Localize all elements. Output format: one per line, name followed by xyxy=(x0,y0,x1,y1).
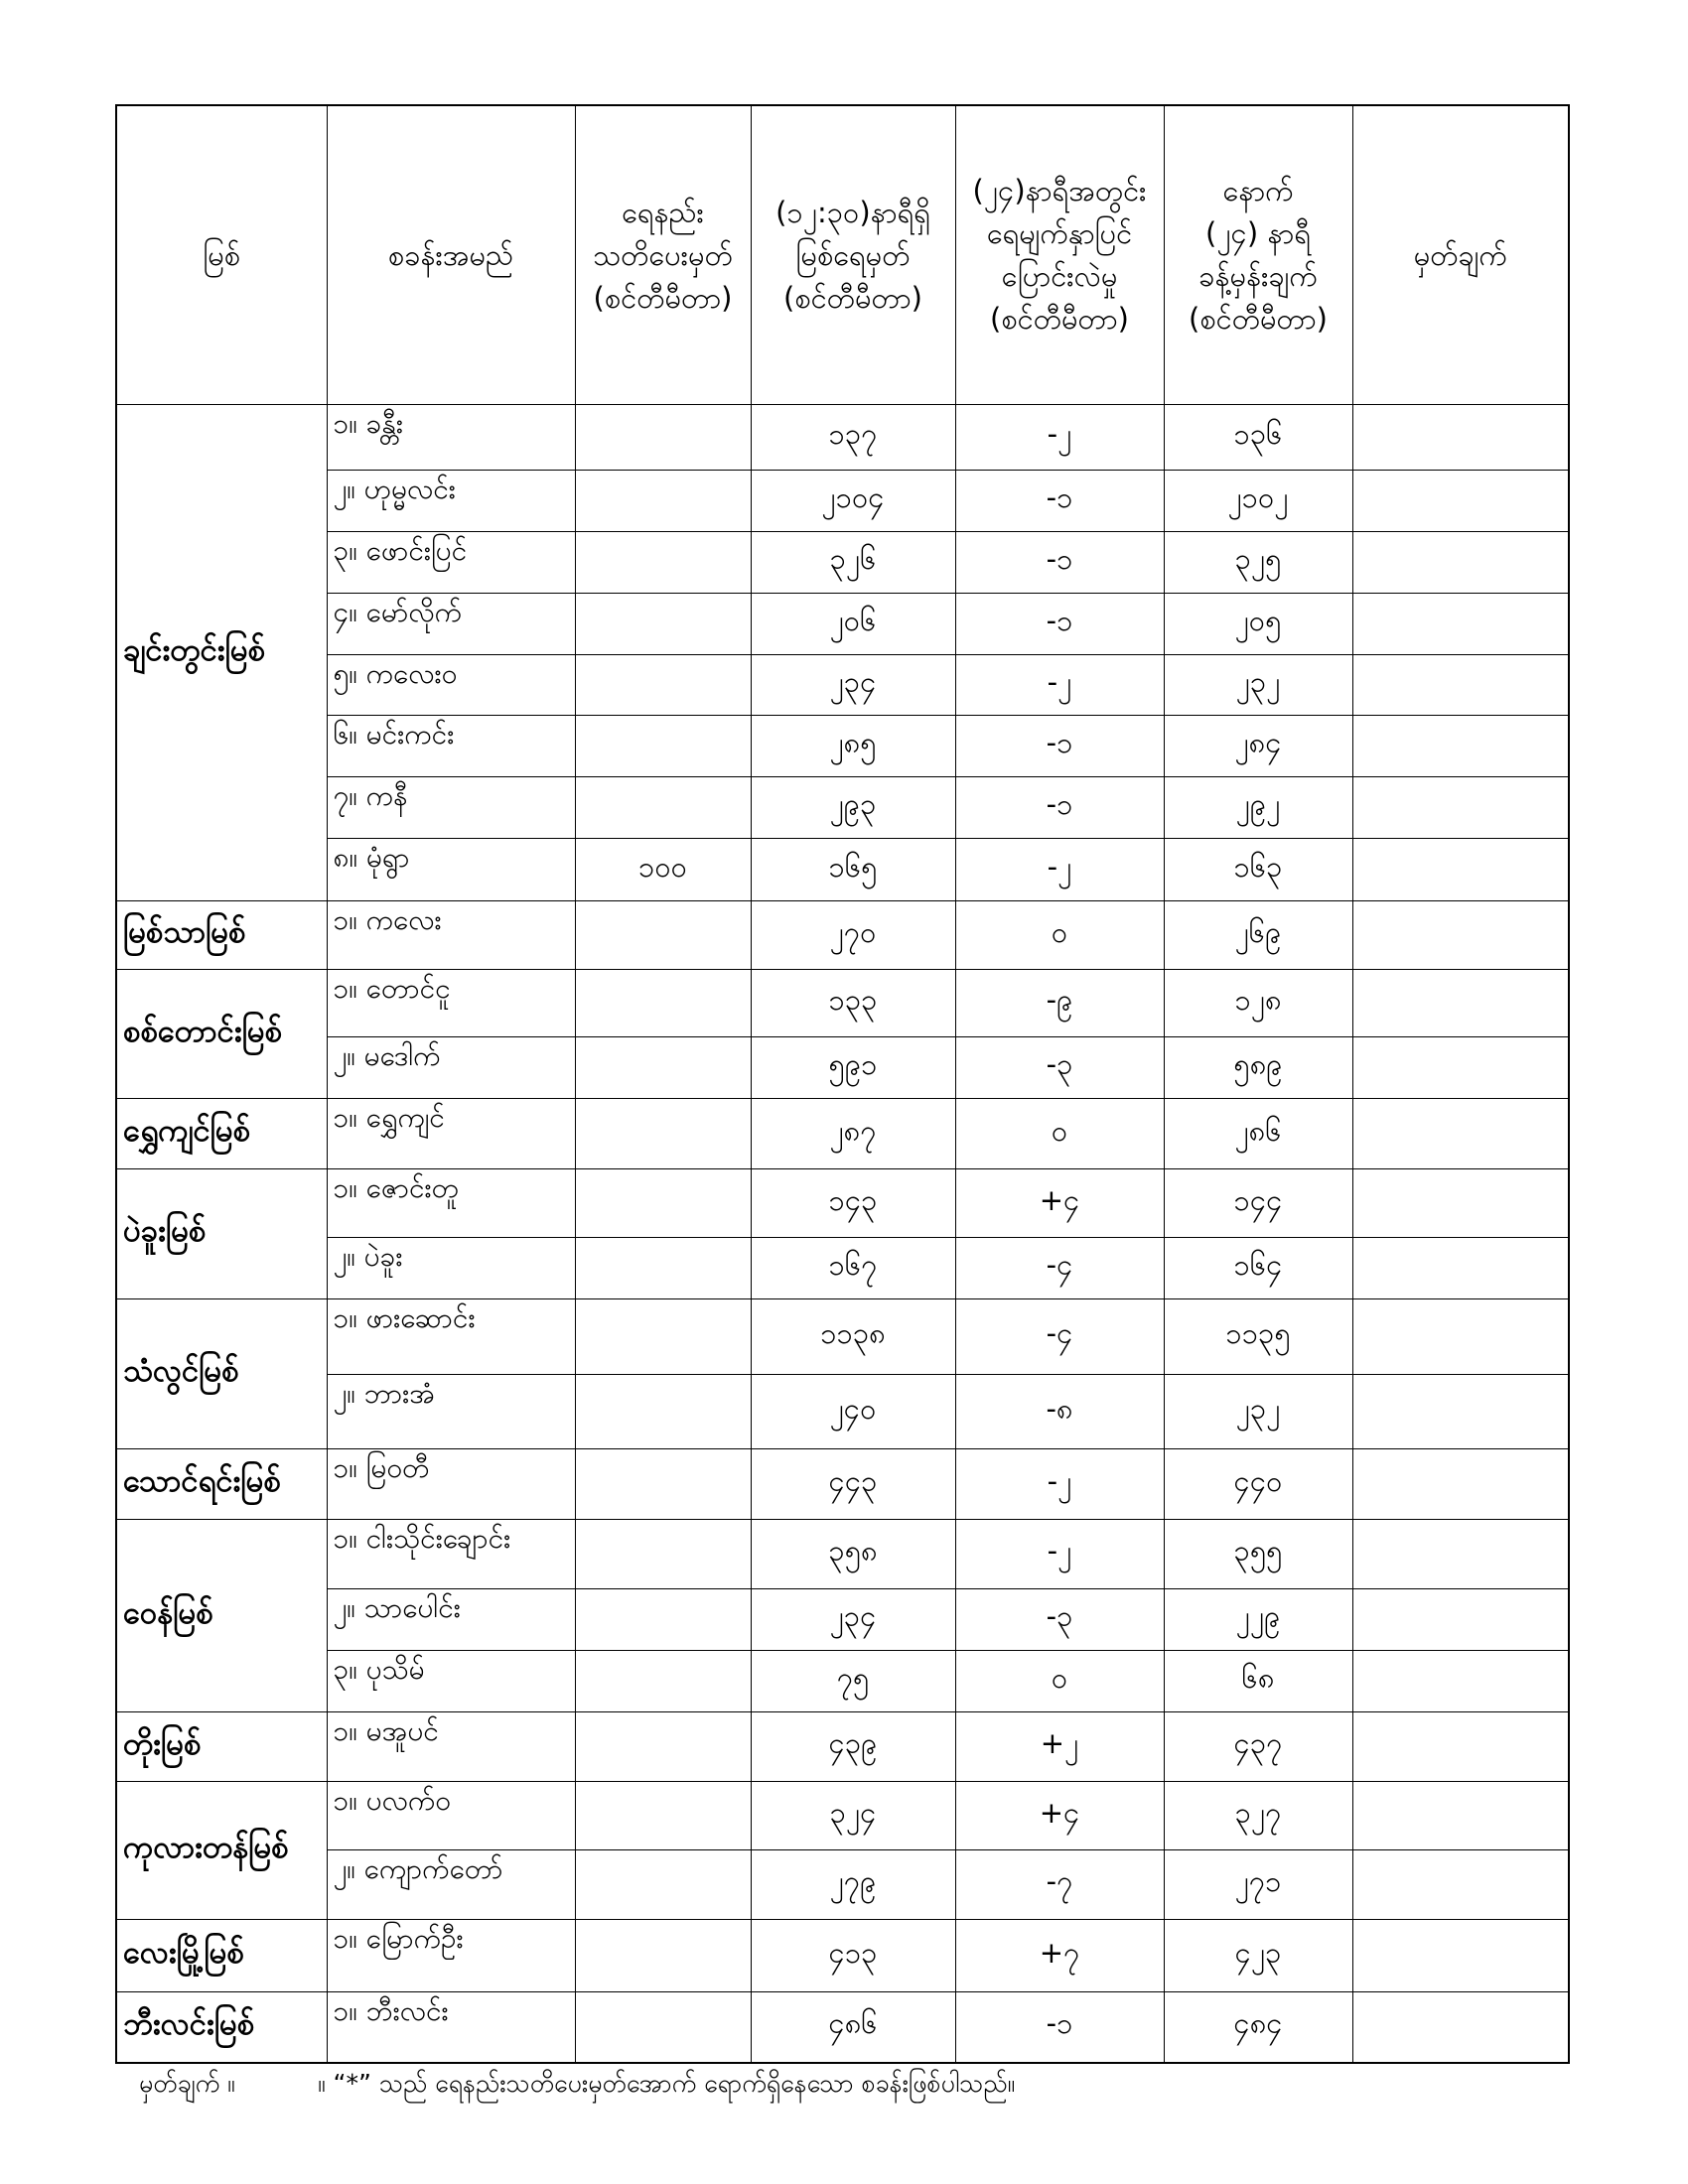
change-cell: ၀ xyxy=(955,1099,1164,1169)
forecast-cell: ၂၈၆ xyxy=(1164,1099,1352,1169)
footnote xyxy=(139,2068,1015,2105)
danger-level-cell xyxy=(575,1992,751,2063)
danger-level-cell xyxy=(575,532,751,594)
water-level-cell: ၂၃၄ xyxy=(751,1589,955,1651)
table-row xyxy=(116,839,1569,901)
danger-level-cell xyxy=(575,1238,751,1299)
table-row xyxy=(116,777,1569,839)
table-row xyxy=(116,655,1569,716)
river-name-cell: သံလွင်မြစ် xyxy=(116,1299,327,1449)
table-row xyxy=(116,1299,1569,1375)
change-cell: -၃ xyxy=(955,1589,1164,1651)
remarks-cell xyxy=(1352,1850,1569,1920)
forecast-cell: ၁၁၃၅ xyxy=(1164,1299,1352,1375)
forecast-cell: ၁၂၈ xyxy=(1164,970,1352,1037)
water-level-cell: ၂၈၇ xyxy=(751,1099,955,1169)
station-name-cell: ၇။ ကနီ xyxy=(327,777,575,839)
change-cell: -၁ xyxy=(955,1992,1164,2063)
change-cell: -၂ xyxy=(955,1449,1164,1520)
river-name-cell: ဝေန်မြစ် xyxy=(116,1520,327,1712)
water-level-cell: ၄၈၆ xyxy=(751,1992,955,2063)
table-row xyxy=(116,405,1569,471)
forecast-cell: ၂၂၉ xyxy=(1164,1589,1352,1651)
remarks-cell xyxy=(1352,1375,1569,1449)
header-forecast: နောက် (၂၄) နာရီ ခန့်မှန်းချက် (စင်တီမီတာ) xyxy=(1164,105,1352,405)
water-level-cell: ၄၃၉ xyxy=(751,1712,955,1782)
remarks-cell xyxy=(1352,1992,1569,2063)
forecast-cell: ၂၀၅ xyxy=(1164,594,1352,655)
river-name-cell: သောင်ရင်းမြစ် xyxy=(116,1449,327,1520)
station-name-cell: ၂။ ဟုမ္မလင်း xyxy=(327,471,575,532)
danger-level-cell xyxy=(575,1299,751,1375)
danger-level-cell xyxy=(575,777,751,839)
water-level-cell: ၂၃၄ xyxy=(751,655,955,716)
forecast-cell: ၁၆၄ xyxy=(1164,1238,1352,1299)
water-level-cell: ၃၂၄ xyxy=(751,1782,955,1850)
change-cell: -၁ xyxy=(955,777,1164,839)
table-row xyxy=(116,1238,1569,1299)
table-row xyxy=(116,1037,1569,1099)
remarks-cell xyxy=(1352,1920,1569,1992)
river-level-sheet xyxy=(115,104,1568,2064)
water-level-cell: ၁၆၇ xyxy=(751,1238,955,1299)
forecast-cell: ၂၃၂ xyxy=(1164,1375,1352,1449)
remarks-cell xyxy=(1352,471,1569,532)
table-row xyxy=(116,1589,1569,1651)
forecast-cell: ၆၈ xyxy=(1164,1651,1352,1712)
danger-level-cell xyxy=(575,970,751,1037)
river-name-cell: ပဲခူးမြစ် xyxy=(116,1169,327,1299)
water-level-cell: ၁၃၇ xyxy=(751,405,955,471)
river-name-cell: ချင်းတွင်းမြစ် xyxy=(116,405,327,901)
change-cell: -၈ xyxy=(955,1375,1164,1449)
table-row xyxy=(116,1782,1569,1850)
change-cell: -၄ xyxy=(955,1238,1164,1299)
water-level-cell: ၅၉၁ xyxy=(751,1037,955,1099)
table-row xyxy=(116,1850,1569,1920)
remarks-cell xyxy=(1352,901,1569,970)
station-name-cell: ၁။ ဘီးလင်း xyxy=(327,1992,575,2063)
table-row xyxy=(116,1169,1569,1238)
danger-level-cell xyxy=(575,405,751,471)
river-name-cell: တိုးမြစ် xyxy=(116,1712,327,1782)
danger-level-cell xyxy=(575,1850,751,1920)
water-level-cell: ၂၉၃ xyxy=(751,777,955,839)
water-level-cell: ၇၅ xyxy=(751,1651,955,1712)
table-row xyxy=(116,1712,1569,1782)
change-cell: -၂ xyxy=(955,1520,1164,1589)
danger-level-cell: ၁၀၀ xyxy=(575,839,751,901)
station-name-cell: ၂။ ကျောက်တော် xyxy=(327,1850,575,1920)
table-row xyxy=(116,1099,1569,1169)
river-name-cell: စစ်တောင်းမြစ် xyxy=(116,970,327,1099)
water-level-cell: ၃၂၆ xyxy=(751,532,955,594)
danger-level-cell xyxy=(575,471,751,532)
remarks-cell xyxy=(1352,1169,1569,1238)
danger-level-cell xyxy=(575,655,751,716)
remarks-cell xyxy=(1352,1651,1569,1712)
header-24h-change: (၂၄)နာရီအတွင်း ရေမျက်နှာပြင် ပြောင်းလဲမှု (စင်တီမီတာ) xyxy=(955,105,1164,405)
station-name-cell: ၈။ မုံရွာ xyxy=(327,839,575,901)
change-cell: -၂ xyxy=(955,655,1164,716)
footnote-label: မှတ်ချက် ။ xyxy=(139,2069,235,2098)
station-name-cell: ၂။ သာပေါင်း xyxy=(327,1589,575,1651)
change-cell: +၄ xyxy=(955,1782,1164,1850)
station-name-cell: ၁။ မြောက်ဦး xyxy=(327,1920,575,1992)
station-name-cell: ၃။ ဖောင်းပြင် xyxy=(327,532,575,594)
water-level-cell: ၂၄၀ xyxy=(751,1375,955,1449)
danger-level-cell xyxy=(575,1589,751,1651)
remarks-cell xyxy=(1352,594,1569,655)
danger-level-cell xyxy=(575,1375,751,1449)
change-cell: -၃ xyxy=(955,1037,1164,1099)
table-row xyxy=(116,901,1569,970)
water-level-cell: ၂၁၀၄ xyxy=(751,471,955,532)
station-name-cell: ၂။ မဒေါက် xyxy=(327,1037,575,1099)
table-row xyxy=(116,1520,1569,1589)
change-cell: -၉ xyxy=(955,970,1164,1037)
remarks-cell xyxy=(1352,839,1569,901)
change-cell: -၂ xyxy=(955,839,1164,901)
station-name-cell: ၁။ ဇောင်းတူ xyxy=(327,1169,575,1238)
water-level-cell: ၂၀၆ xyxy=(751,594,955,655)
forecast-cell: ၂၁၀၂ xyxy=(1164,471,1352,532)
change-cell: -၁ xyxy=(955,716,1164,777)
forecast-cell: ၁၄၄ xyxy=(1164,1169,1352,1238)
header-river: မြစ် xyxy=(116,105,327,405)
header-remarks: မှတ်ချက် xyxy=(1352,105,1569,405)
water-level-cell: ၄၁၃ xyxy=(751,1920,955,1992)
station-name-cell: ၂။ ဘားအံ xyxy=(327,1375,575,1449)
table-row xyxy=(116,1920,1569,1992)
remarks-cell xyxy=(1352,716,1569,777)
forecast-cell: ၁၃၆ xyxy=(1164,405,1352,471)
remarks-cell xyxy=(1352,1099,1569,1169)
change-cell: -၄ xyxy=(955,1299,1164,1375)
remarks-cell xyxy=(1352,1037,1569,1099)
station-name-cell: ၁။ ငါးသိုင်းချောင်း xyxy=(327,1520,575,1589)
footnote-text: ။ “*” သည် ရေနည်းသတိပေးမှတ်အောက် ရောက်ရှိနေသော စခန်းဖြစ်ပါသည်။ xyxy=(318,2069,1016,2098)
header-row xyxy=(116,105,1569,405)
forecast-cell: ၄၃၇ xyxy=(1164,1712,1352,1782)
remarks-cell xyxy=(1352,532,1569,594)
forecast-cell: ၂၇၁ xyxy=(1164,1850,1352,1920)
danger-level-cell xyxy=(575,1920,751,1992)
forecast-cell: ၃၂၇ xyxy=(1164,1782,1352,1850)
remarks-cell xyxy=(1352,1782,1569,1850)
table-row xyxy=(116,1449,1569,1520)
danger-level-cell xyxy=(575,1449,751,1520)
table-row xyxy=(116,594,1569,655)
station-name-cell: ၁။ မအူပင် xyxy=(327,1712,575,1782)
station-name-cell: ၁။ ခန္တီး xyxy=(327,405,575,471)
danger-level-cell xyxy=(575,1099,751,1169)
water-level-cell: ၁၃၃ xyxy=(751,970,955,1037)
table-row xyxy=(116,1992,1569,2063)
change-cell: -၁ xyxy=(955,471,1164,532)
forecast-cell: ၂၆၉ xyxy=(1164,901,1352,970)
table-row xyxy=(116,532,1569,594)
remarks-cell xyxy=(1352,970,1569,1037)
remarks-cell xyxy=(1352,1520,1569,1589)
station-name-cell: ၁။ တောင်ငူ xyxy=(327,970,575,1037)
danger-level-cell xyxy=(575,1169,751,1238)
change-cell: +၂ xyxy=(955,1712,1164,1782)
table-row xyxy=(116,716,1569,777)
river-level-table xyxy=(115,104,1570,2064)
remarks-cell xyxy=(1352,1589,1569,1651)
remarks-cell xyxy=(1352,1449,1569,1520)
change-cell: ၀ xyxy=(955,1651,1164,1712)
river-name-cell: ရွှေကျင်မြစ် xyxy=(116,1099,327,1169)
header-danger-level: ရေနည်း သတိပေးမှတ် (စင်တီမီတာ) xyxy=(575,105,751,405)
table-body xyxy=(116,405,1569,2063)
water-level-cell: ၁၁၃၈ xyxy=(751,1299,955,1375)
table-row xyxy=(116,471,1569,532)
remarks-cell xyxy=(1352,1299,1569,1375)
river-name-cell: ဘီးလင်းမြစ် xyxy=(116,1992,327,2063)
water-level-cell: ၁၆၅ xyxy=(751,839,955,901)
station-name-cell: ၄။ မော်လိုက် xyxy=(327,594,575,655)
danger-level-cell xyxy=(575,594,751,655)
change-cell: -၁ xyxy=(955,532,1164,594)
station-name-cell: ၅။ ကလေးဝ xyxy=(327,655,575,716)
water-level-cell: ၂၈၅ xyxy=(751,716,955,777)
forecast-cell: ၃၂၅ xyxy=(1164,532,1352,594)
forecast-cell: ၂၉၂ xyxy=(1164,777,1352,839)
table-row xyxy=(116,1651,1569,1712)
remarks-cell xyxy=(1352,405,1569,471)
danger-level-cell xyxy=(575,901,751,970)
station-name-cell: ၃။ ပုသိမ် xyxy=(327,1651,575,1712)
forecast-cell: ၅၈၉ xyxy=(1164,1037,1352,1099)
danger-level-cell xyxy=(575,1037,751,1099)
station-name-cell: ၁။ ကလေး xyxy=(327,901,575,970)
forecast-cell: ၃၅၅ xyxy=(1164,1520,1352,1589)
table-row xyxy=(116,970,1569,1037)
forecast-cell: ၄၄၀ xyxy=(1164,1449,1352,1520)
header-water-level: (၁၂:၃၀)နာရီရှိ မြစ်ရေမှတ် (စင်တီမီတာ) xyxy=(751,105,955,405)
change-cell: -၇ xyxy=(955,1850,1164,1920)
water-level-cell: ၃၅၈ xyxy=(751,1520,955,1589)
river-name-cell: လေးမြို့မြစ် xyxy=(116,1920,327,1992)
danger-level-cell xyxy=(575,716,751,777)
station-name-cell: ၁။ မြဝတီ xyxy=(327,1449,575,1520)
remarks-cell xyxy=(1352,1712,1569,1782)
forecast-cell: ၂၃၂ xyxy=(1164,655,1352,716)
danger-level-cell xyxy=(575,1782,751,1850)
danger-level-cell xyxy=(575,1520,751,1589)
river-name-cell: မြစ်သာမြစ် xyxy=(116,901,327,970)
remarks-cell xyxy=(1352,1238,1569,1299)
water-level-cell: ၁၄၃ xyxy=(751,1169,955,1238)
forecast-cell: ၄၂၃ xyxy=(1164,1920,1352,1992)
water-level-cell: ၂၇၀ xyxy=(751,901,955,970)
change-cell: +၇ xyxy=(955,1920,1164,1992)
river-name-cell: ကုလားတန်မြစ် xyxy=(116,1782,327,1920)
station-name-cell: ၁။ ရွှေကျင် xyxy=(327,1099,575,1169)
danger-level-cell xyxy=(575,1712,751,1782)
danger-level-cell xyxy=(575,1651,751,1712)
change-cell: +၄ xyxy=(955,1169,1164,1238)
change-cell: -၁ xyxy=(955,594,1164,655)
water-level-cell: ၄၄၃ xyxy=(751,1449,955,1520)
forecast-cell: ၁၆၃ xyxy=(1164,839,1352,901)
change-cell: ၀ xyxy=(955,901,1164,970)
remarks-cell xyxy=(1352,777,1569,839)
remarks-cell xyxy=(1352,655,1569,716)
station-name-cell: ၂။ ပဲခူး xyxy=(327,1238,575,1299)
change-cell: -၂ xyxy=(955,405,1164,471)
station-name-cell: ၁။ ဖားဆောင်း xyxy=(327,1299,575,1375)
forecast-cell: ၂၈၄ xyxy=(1164,716,1352,777)
table-row xyxy=(116,1375,1569,1449)
forecast-cell: ၄၈၄ xyxy=(1164,1992,1352,2063)
header-station: စခန်းအမည် xyxy=(327,105,575,405)
water-level-cell: ၂၇၉ xyxy=(751,1850,955,1920)
station-name-cell: ၁။ ပလက်ဝ xyxy=(327,1782,575,1850)
station-name-cell: ၆။ မင်းကင်း xyxy=(327,716,575,777)
